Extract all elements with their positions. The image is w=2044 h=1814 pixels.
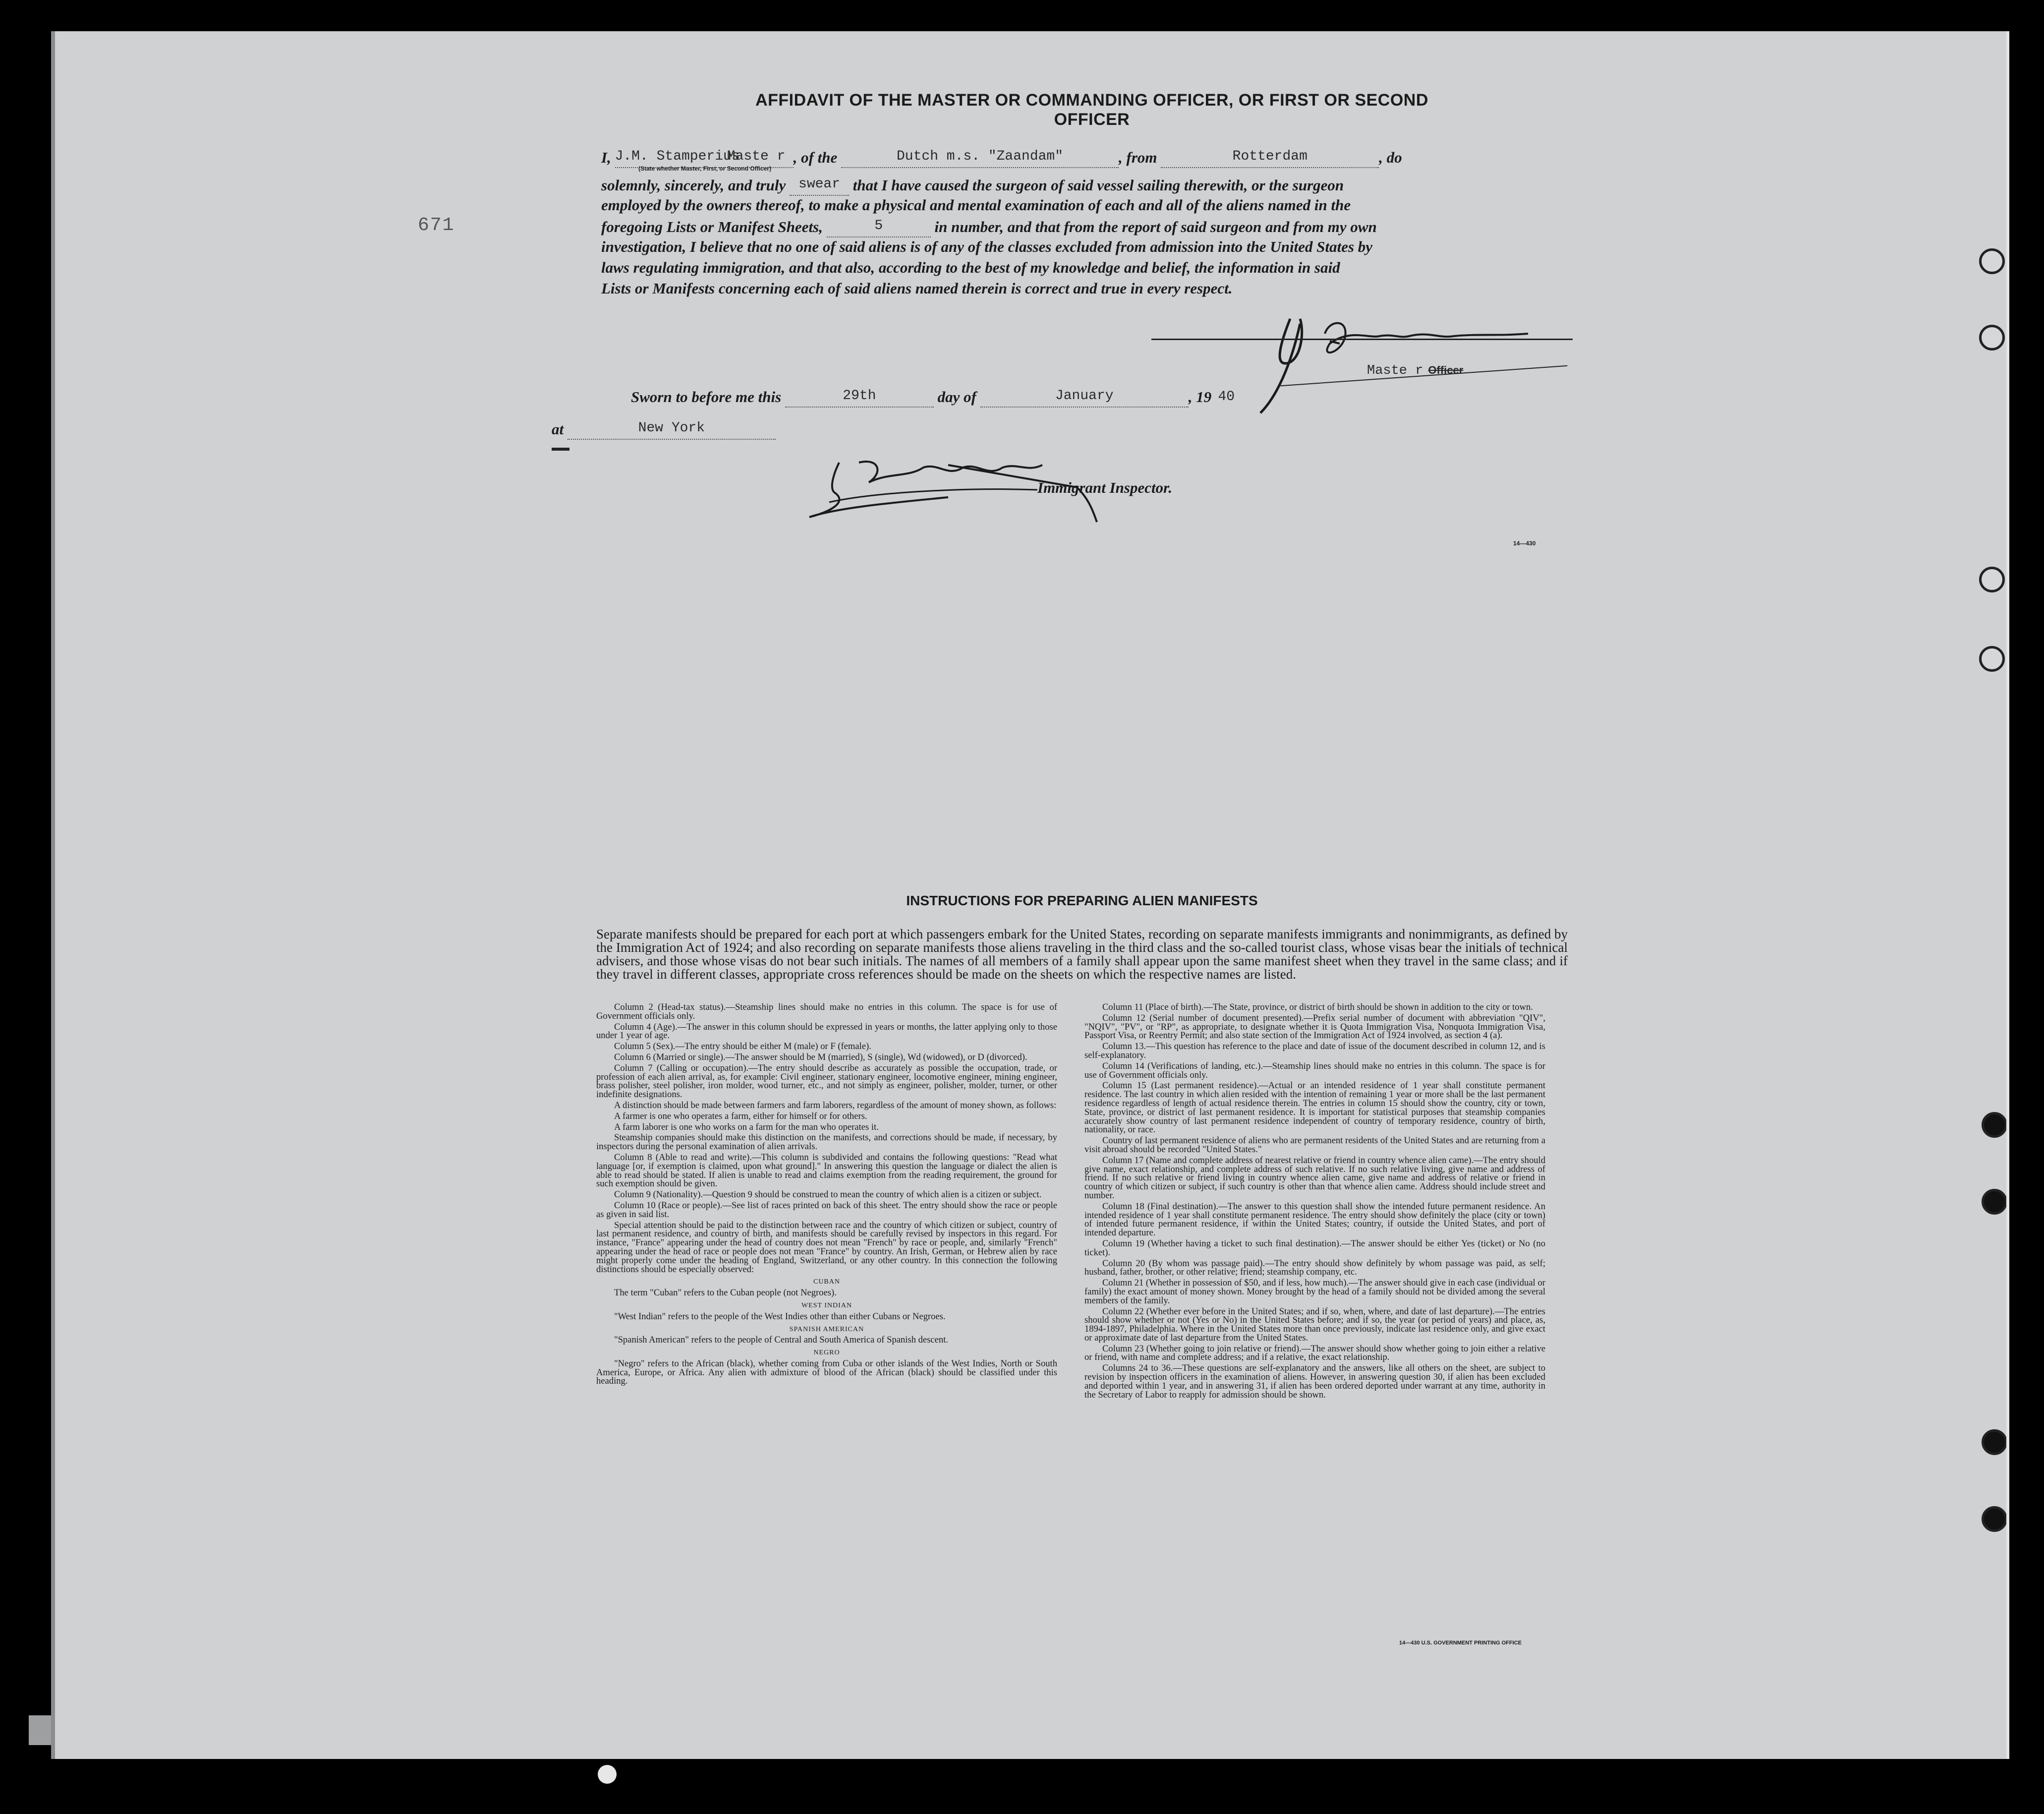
officer-rank: Maste r bbox=[719, 146, 794, 168]
sworn-line: Sworn to before me this 29th day of January , 19 40 bbox=[581, 386, 1553, 408]
instruction-paragraph: Column 20 (By whom was passage paid).—The entry should show definitely by whom passage was paid, as self; husband, father, brother, or other relative; friend; steamship company, etc. bbox=[1084, 1258, 1545, 1278]
instruction-paragraph: Column 15 (Last permanent residence).—Actual or an intended residence of 1 year shall constitute permanent residence. The last country in which alien resided with the intention of remaining 1 year or more shall be the last permanent residence regardless of length of actual residence therein. The entries in column 15 should show the country, city or town, State, province, or district of last permanent residence. It is important for statistical purposes that steamship companies accurately show country of last permanent residence independent of country of temporary residence, country of birth, nationality, or race. bbox=[1084, 1080, 1545, 1135]
sheet-count: 5 bbox=[827, 216, 931, 237]
subheading-negro: NEGRO bbox=[813, 1349, 840, 1357]
instruction-paragraph: "Spanish American" refers to the people of Central and South America of Spanish descent. bbox=[614, 1335, 949, 1346]
punch-hole bbox=[1979, 567, 2005, 592]
punch-hole bbox=[1979, 646, 2005, 672]
punch-hole bbox=[1979, 248, 2005, 274]
punch-hole bbox=[1982, 1429, 2007, 1455]
signer-title: Maste r Officer bbox=[1367, 363, 1464, 378]
sworn-day: 29th bbox=[785, 386, 934, 408]
departure-port: Rotterdam bbox=[1161, 146, 1379, 168]
punch-hole bbox=[1982, 1506, 2007, 1532]
affidavit-line-7: Lists or Manifests concerning each of said aliens named therein is correct and true in every respect. bbox=[601, 280, 1233, 297]
subheading-west-indian: WEST INDIAN bbox=[801, 1301, 852, 1309]
affidavit-line-2: solemnly, sincerely, and truly swear that I have caused the surgeon of said vessel sailing therewith, or the surgeon bbox=[601, 174, 1573, 196]
instruction-paragraph: Column 8 (Able to read and write).—This column is subdivided and contains the following questions: "Read what language [or, if exemption is claimed, upon what ground]." In answering this question the language or dialect the alien is able to read should be stated. If alien is unable to read and claims exemption from the reading requirement, the ground for such exemption should be given. bbox=[596, 1152, 1057, 1189]
instruction-paragraph: "West Indian" refers to the people of the West Indies other than either Cubans or Negroes. bbox=[614, 1311, 946, 1322]
sheet-edge bbox=[51, 31, 55, 1759]
scan-artifact bbox=[598, 1765, 617, 1784]
affidavit-line-1: I, J.M. StamperiusMaste r , of the Dutch m.s. "Zaandam" , from Rotterdam , do bbox=[601, 146, 1573, 168]
rank-caption: (State whether Master, First, or Second Officer) bbox=[638, 165, 772, 172]
instruction-paragraph: Column 4 (Age).—The answer in this column should be expressed in years or months, the latter applying only to those under 1 year of age. bbox=[596, 1021, 1057, 1041]
sworn-place: New York bbox=[568, 418, 776, 440]
manifest-sheet bbox=[51, 31, 2009, 1759]
instruction-paragraph: Column 5 (Sex).—The entry should be either M (male) or F (female). bbox=[614, 1041, 871, 1052]
affidavit-title: AFFIDAVIT OF THE MASTER OR COMMANDING OFFICER, OR FIRST OR SECOND OFFICER bbox=[755, 91, 1428, 129]
subheading-spanish-american: SPANISH AMERICAN bbox=[789, 1325, 864, 1333]
sworn-month: January bbox=[980, 386, 1189, 408]
affidavit-line-4: foregoing Lists or Manifest Sheets, 5 in number, and that from the report of said surgeon and from my own bbox=[601, 216, 1573, 237]
instruction-paragraph: Column 12 (Serial number of document presented).—Prefix serial number of document with abbreviation "QIV", "NQIV", "PV", or "RP", as appropriate, to designate whether it is Quota Immigration Visa, Nonquota Immigration Visa, Passport Visa, or Reentry Permit; and also state section of the Immigration Act of 1924 involved, as section 4 (a). bbox=[1084, 1012, 1545, 1041]
instruction-paragraph: Column 2 (Head-tax status).—Steamship lines should make no entries in this column. The space is for use of Government officials only. bbox=[596, 1002, 1057, 1021]
instructions-left-column bbox=[596, 1003, 1057, 1388]
form-number: 14—430 bbox=[1513, 540, 1536, 547]
sworn-year: 40 bbox=[1218, 389, 1235, 405]
vessel-name: Dutch m.s. "Zaandam" bbox=[841, 146, 1119, 168]
instruction-paragraph: Country of last permanent residence of aliens who are permanent residents of the United States and are returning from a visit abroad should be recorded "United States." bbox=[1084, 1135, 1545, 1155]
inspector-label: Immigrant Inspector. bbox=[1037, 479, 1173, 496]
sworn-place-line: at New York bbox=[552, 418, 1523, 440]
punch-hole bbox=[1979, 325, 2005, 351]
instruction-paragraph: Columns 24 to 36.—These questions are self-explanatory and the answers, like all others on the sheet, are subject to revision by inspection officers in the examination of aliens. However, in answering question 30, if alien has been excluded and deported within 1 year, and in answering 31, if alien has been ordered deported under warrant at any time, authority in the Secretary of Labor to reapply for admission should be shown. bbox=[1084, 1363, 1545, 1400]
instruction-paragraph: Steamship companies should make this distinction on the manifests, and corrections should be made, if necessary, by inspectors during the personal examination of alien arrivals. bbox=[596, 1132, 1057, 1152]
affidavit-line-5: investigation, I believe that no one of said aliens is of any of the classes excluded from admission into the United States by bbox=[601, 238, 1373, 255]
instruction-paragraph: Column 17 (Name and complete address of nearest relative or friend in country whence alien came).—The entry should give name, exact relationship, and complete address of such relative. If no such relative living, give name and address of friend. If no such relative or friend living in country whence alien came, give name and address of relative or friend in country of which citizen or subject, if such country is other than that whence alien came. Address should include street and number. bbox=[1084, 1155, 1545, 1201]
punch-hole bbox=[1982, 1189, 2007, 1215]
instruction-paragraph: Column 7 (Calling or occupation).—The entry should describe as accurately as possible the occupation, trade, or profession of each alien arrival, as, for example: Civil engineer, stationary engineer, locomotive engineer, mining engineer, brass polisher, steel polisher, iron molder, wood turner, etc., and not simply as engineer, polisher, molder, turner, or other indefinite designations. bbox=[596, 1062, 1057, 1100]
punch-hole bbox=[1982, 1112, 2007, 1138]
instructions-title: INSTRUCTIONS FOR PREPARING ALIEN MANIFESTS bbox=[906, 893, 1258, 908]
instruction-paragraph: Column 13.—This question has reference to the place and date of issue of the document described in column 12, and is self-explanatory. bbox=[1084, 1041, 1545, 1060]
instruction-paragraph: Column 22 (Whether ever before in the United States; and if so, when, where, and date of last departure).—The entries should show whether or not (Yes or No) in the United States before; and if so, the year (or period of years) and place, as, 1894-1897, Philadelphia. Where in the United States more than once previously, indicate last residence only, and give exact or approximate date of last departure from the United States. bbox=[1084, 1306, 1545, 1343]
signature-line bbox=[1151, 339, 1573, 340]
instructions-intro: Separate manifests should be prepared for each port at which passengers embark for the United States, recording on separate manifests immigrants and nonimmigrants, as defined by the Immigration Act of 1924; and also recording on separate manifests those aliens traveling in the third class and the so-called tourist class, whose visas bear the initials of technical advisers, and those whose visas do not bear such initials. The names of all members of a family shall appear upon the same manifest sheet when they travel in the same class; and if they travel in different classes, appropriate cross references should be made on the sheets on which the respective names are listed. bbox=[596, 927, 1568, 982]
subheading-cuban: CUBAN bbox=[813, 1278, 840, 1286]
instruction-paragraph: A farm laborer is one who works on a farm for the man who operates it. bbox=[614, 1121, 879, 1132]
officer-name: J.M. Stamperius bbox=[615, 146, 719, 168]
instruction-paragraph: Column 6 (Married or single).—The answer should be M (married), S (single), Wd (widowed), or D (divorced). bbox=[614, 1052, 1027, 1062]
instruction-paragraph: The term "Cuban" refers to the Cuban people (not Negroes). bbox=[614, 1287, 837, 1298]
instruction-paragraph: Special attention should be paid to the distinction between race and the country of which citizen or subject, country of last permanent residence, and country of birth, and manifests should be carefully revised by inspectors in this regard. For instance, "France" appearing under the head of country does not mean "French" by race or people, and, similarly "French" appearing under the head of race or people does not mean "France" by country. An Irish, German, or Hebrew alien by race might properly come under the heading of England, Switzerland, or any other country. In this connection the following distinctions should be especially observed: bbox=[596, 1220, 1057, 1275]
instruction-paragraph: Column 23 (Whether going to join relative or friend).—The answer should show whether going to join either a relative or friend, with name and complete address; and if a relative, the exact relationship. bbox=[1084, 1343, 1545, 1363]
affidavit-line-6: laws regulating immigration, and that also, according to the best of my knowledge and belief, the information in said bbox=[601, 259, 1340, 276]
printing-office-footer: 14—430 U.S. GOVERNMENT PRINTING OFFICE bbox=[1399, 1640, 1522, 1646]
instructions-right-column bbox=[1084, 1003, 1545, 1401]
instruction-paragraph: Column 14 (Verifications of landing, etc.).—Steamship lines should make no entries in this column. The space is for use of Government officials only. bbox=[1084, 1060, 1545, 1080]
instruction-paragraph: A farmer is one who operates a farm, either for himself or for others. bbox=[614, 1111, 867, 1121]
instruction-paragraph: Column 19 (Whether having a ticket to such final destination).—The answer should be either Yes (ticket) or No (no ticket). bbox=[1084, 1238, 1545, 1258]
margin-number: 671 bbox=[418, 215, 455, 236]
affidavit-line-3: employed by the owners thereof, to make a physical and mental examination of each and all of the aliens named in the bbox=[601, 196, 1351, 214]
instruction-paragraph: Column 11 (Place of birth).—The State, province, or district of birth should be shown in addition to the city or town. bbox=[1102, 1002, 1533, 1012]
instruction-paragraph: Column 10 (Race or people).—See list of races printed on back of this sheet. The entry should show the race or people as given in said list. bbox=[596, 1200, 1057, 1220]
instruction-paragraph: Column 18 (Final destination).—The answer to this question shall show the intended future permanent residence. An intended residence of 1 year shall constitute permanent residence. The entry should show definitely the place (city or town) of intended future permanent residence, if within the United States; country, if outside the United States, and port of intended departure. bbox=[1084, 1201, 1545, 1238]
instruction-paragraph: A distinction should be made between farmers and farm laborers, regardless of the amount of money shown, as follows: bbox=[614, 1100, 1057, 1111]
instruction-paragraph: Column 21 (Whether in possession of $50, and if less, how much).—The answer should give in each case (individual or family) the exact amount of money shown. Money brought by the head of a family should not be divided among the several members of the family. bbox=[1084, 1278, 1545, 1306]
instruction-paragraph: Column 9 (Nationality).—Question 9 should be construed to mean the country of which alien is a citizen or subject. bbox=[614, 1189, 1042, 1200]
oath-type: swear bbox=[790, 174, 849, 196]
margin-tick bbox=[552, 448, 569, 451]
instruction-paragraph: "Negro" refers to the African (black), whether coming from Cuba or other islands of the West Indies, North or South America, Europe, or Africa. Any alien with admixture of blood of the African (black) should be classified under this heading. bbox=[596, 1358, 1057, 1387]
